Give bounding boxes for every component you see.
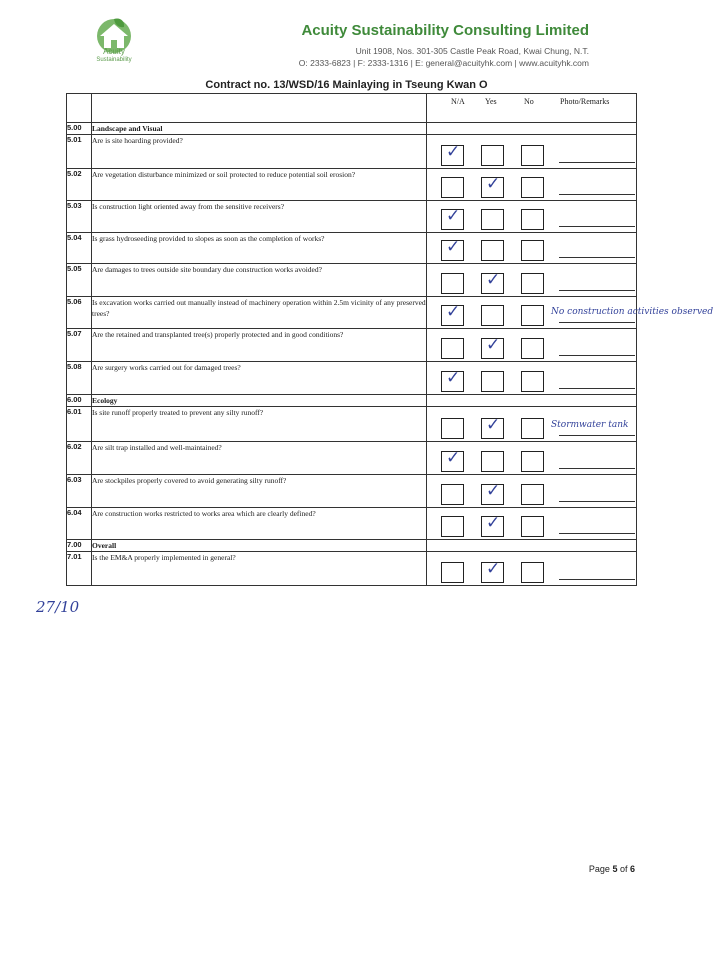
checkbox-no[interactable]: [521, 305, 544, 326]
item-marks: [427, 329, 637, 362]
item-question: Is grass hydroseeding provided to slopes as soon as the completion of works?: [92, 233, 427, 264]
remarks-line: [559, 533, 635, 534]
col-na-label: N/A: [451, 97, 465, 106]
section-title: Landscape and Visual: [92, 123, 427, 135]
checkbox-no[interactable]: [521, 240, 544, 261]
checklist-row: [67, 264, 637, 297]
check-mark-icon: ✓: [486, 559, 501, 579]
item-question: Are vegetation disturbance minimized or soil protected to reduce potential soil erosion?: [92, 169, 427, 201]
checklist-row: [67, 475, 637, 508]
checkbox-yes[interactable]: [481, 305, 504, 326]
checkbox-yes[interactable]: [481, 371, 504, 392]
item-question: Is the EM&A properly implemented in general?: [92, 552, 427, 586]
col-no-label: No: [524, 97, 534, 106]
remarks-line: [559, 468, 635, 469]
address-line-1: Unit 1908, Nos. 301-305 Castle Peak Road, Kwai Chung, N.T.: [355, 46, 589, 56]
company-address: [299, 45, 589, 69]
checkbox-no[interactable]: [521, 273, 544, 294]
checkbox-no[interactable]: [521, 177, 544, 198]
check-mark-icon: ✓: [446, 448, 461, 468]
page-prefix: Page: [588, 864, 613, 874]
checklist-row: [67, 407, 637, 442]
checklist-row: [67, 362, 637, 395]
item-question: Is excavation works carried out manually instead of machinery operation within 2.5m vicinity of any preserved trees?: [92, 297, 427, 329]
item-number: 6.03: [67, 475, 92, 508]
header-marks-cell: [427, 94, 637, 123]
checkbox-n-a[interactable]: [441, 338, 464, 359]
item-question: Are damages to trees outside site boundary due construction works avoided?: [92, 264, 427, 297]
check-mark-icon: ✓: [446, 237, 461, 257]
col-remarks-label: Photo/Remarks: [560, 97, 610, 106]
check-mark-icon: ✓: [486, 481, 501, 501]
checklist-row: [67, 201, 637, 233]
table-header-row: [67, 94, 637, 123]
item-number: 5.06: [67, 297, 92, 329]
remarks-line: [559, 194, 635, 195]
checkbox-no[interactable]: [521, 418, 544, 439]
checklist-row: [67, 508, 637, 540]
checkbox-no[interactable]: [521, 516, 544, 537]
item-question: Are surgery works carried out for damaged trees?: [92, 362, 427, 395]
header-question-cell: [92, 94, 427, 123]
item-marks: [427, 540, 637, 552]
section-header-row: [67, 540, 637, 552]
contract-title: Contract no. 13/WSD/16 Mainlaying in Tseung Kwan O: [205, 79, 488, 91]
checkbox-yes[interactable]: [481, 451, 504, 472]
logo-text: [78, 47, 150, 65]
item-marks: [427, 201, 637, 233]
item-marks: [427, 475, 637, 508]
remarks-line: [559, 226, 635, 227]
checkbox-no[interactable]: [521, 209, 544, 230]
checkbox-no[interactable]: [521, 145, 544, 166]
remarks-line: [559, 257, 635, 258]
checklist-row: [67, 552, 637, 586]
checklist-table: [66, 93, 713, 586]
item-marks: [427, 508, 637, 540]
remarks-line: [559, 579, 635, 580]
checkbox-n-a[interactable]: [441, 177, 464, 198]
section-header-row: [67, 395, 637, 407]
remarks-line: [559, 501, 635, 502]
check-mark-icon: ✓: [486, 335, 501, 355]
check-mark-icon: ✓: [446, 368, 461, 388]
item-number: 7.01: [67, 552, 92, 586]
remarks-line: [559, 290, 635, 291]
item-question: Is site runoff properly treated to prevent any silty runoff?: [92, 407, 427, 442]
section-title: Ecology: [92, 395, 427, 407]
item-question: Are silt trap installed and well-maintained?: [92, 442, 427, 475]
remarks-line: [559, 388, 635, 389]
checkbox-n-a[interactable]: [441, 273, 464, 294]
checklist-row: [67, 297, 637, 329]
check-mark-icon: ✓: [446, 206, 461, 226]
page-separator: of: [617, 864, 630, 874]
item-marks: [427, 135, 637, 169]
item-marks: [427, 362, 637, 395]
handwritten-remark: Stormwater tank: [551, 420, 629, 430]
page-number: [589, 864, 635, 874]
checkbox-yes[interactable]: [481, 209, 504, 230]
handwritten-remark: No construction activities observed: [551, 307, 713, 317]
item-marks: [427, 233, 637, 264]
remarks-line: [559, 435, 635, 436]
checkbox-yes[interactable]: [481, 240, 504, 261]
item-number: 5.08: [67, 362, 92, 395]
item-number: 5.02: [67, 169, 92, 201]
checkbox-no[interactable]: [521, 451, 544, 472]
item-marks: [427, 123, 637, 135]
checkbox-n-a[interactable]: [441, 562, 464, 583]
item-marks: [427, 442, 637, 475]
item-question: Are stockpiles properly covered to avoid generating silty runoff?: [92, 475, 427, 508]
checkbox-n-a[interactable]: [441, 418, 464, 439]
checkbox-no[interactable]: [521, 562, 544, 583]
handwritten-date: 27/10: [36, 598, 80, 616]
check-mark-icon: ✓: [486, 415, 501, 435]
item-number: 6.00: [67, 395, 92, 407]
checklist-row: [67, 329, 637, 362]
item-number: 6.02: [67, 442, 92, 475]
checkbox-n-a[interactable]: [441, 484, 464, 505]
header-num-cell: [67, 94, 92, 123]
checkbox-yes[interactable]: [481, 145, 504, 166]
item-question: Is construction light oriented away from the sensitive receivers?: [92, 201, 427, 233]
checkbox-no[interactable]: [521, 338, 544, 359]
logo-subtitle: Sustainability: [96, 57, 132, 63]
item-question: Are is site hoarding provided?: [92, 135, 427, 169]
item-number: 7.00: [67, 540, 92, 552]
item-number: 5.04: [67, 233, 92, 264]
item-marks: [427, 264, 637, 297]
checklist-row: [67, 135, 637, 169]
item-number: 5.03: [67, 201, 92, 233]
page-current: 5: [612, 864, 618, 874]
item-number: 5.05: [67, 264, 92, 297]
item-marks: [427, 297, 713, 329]
item-number: 6.01: [67, 407, 92, 442]
remarks-line: [559, 322, 635, 323]
remarks-line: [559, 162, 635, 163]
checklist-row: [67, 442, 637, 475]
checklist-row: [67, 233, 637, 264]
checklist-row: [67, 169, 637, 201]
check-mark-icon: ✓: [446, 142, 461, 162]
item-marks: [427, 395, 637, 407]
check-mark-icon: ✓: [446, 302, 461, 322]
item-number: 6.04: [67, 508, 92, 540]
checkbox-n-a[interactable]: [441, 516, 464, 537]
item-number: 5.07: [67, 329, 92, 362]
checkbox-no[interactable]: [521, 371, 544, 392]
item-marks: [427, 169, 637, 201]
company-name: Acuity Sustainability Consulting Limited: [301, 22, 589, 39]
item-question: Are construction works restricted to works area which are clearly defined?: [92, 508, 427, 540]
logo-name: Acuity: [103, 47, 125, 56]
item-marks: [427, 552, 637, 586]
check-mark-icon: ✓: [486, 174, 501, 194]
item-marks: [427, 407, 637, 442]
page-total: 6: [629, 864, 635, 874]
item-number: 5.00: [67, 123, 92, 135]
section-title: Overall: [92, 540, 427, 552]
check-mark-icon: ✓: [486, 513, 501, 533]
address-line-2: O: 2333-6823 | F: 2333-1316 | E: general@acuityhk.com | www.acuityhk.com: [298, 58, 589, 68]
item-number: 5.01: [67, 135, 92, 169]
check-mark-icon: ✓: [486, 270, 501, 290]
remarks-line: [559, 355, 635, 356]
section-header-row: [67, 123, 637, 135]
checkbox-no[interactable]: [521, 484, 544, 505]
col-yes-label: Yes: [485, 97, 497, 106]
item-question: Are the retained and transplanted tree(s) properly protected and in good conditions?: [92, 329, 427, 362]
